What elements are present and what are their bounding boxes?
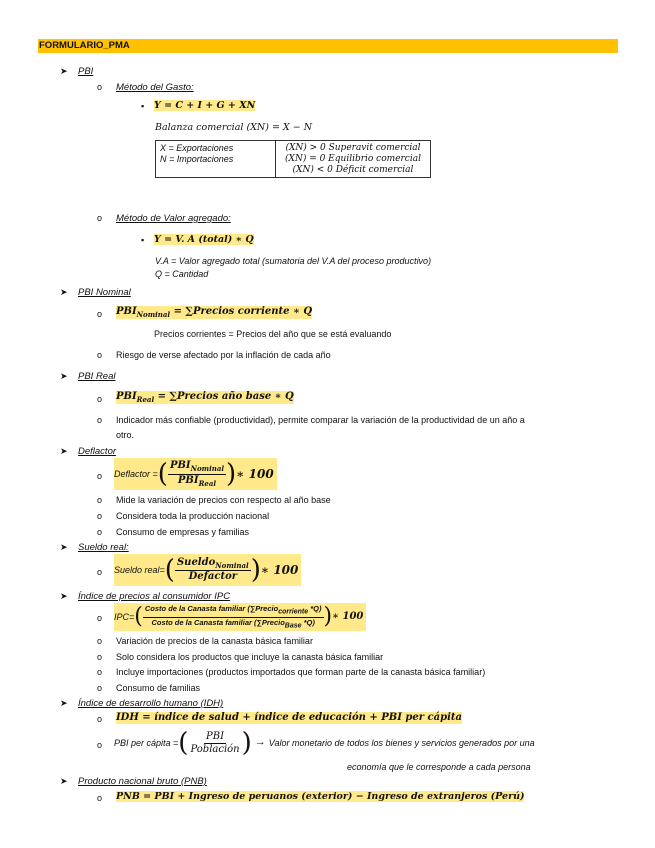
- formula-idh: IDH = índice de salud + índice de educación + PBI per cápita: [116, 712, 462, 723]
- ipc-bullet: Incluye importaciones (productos importados que forman parte de la canasta básica familiar): [116, 667, 486, 677]
- circle-bullet-icon: o: [97, 415, 103, 425]
- formula-subscript: Nominal: [136, 310, 171, 319]
- circle-bullet-icon: o: [97, 652, 103, 662]
- circle-bullet-icon: o: [97, 495, 103, 505]
- fraction-numerator: Costo de la Canasta familiar (∑Precio$_{corriente}$ *Q): [143, 604, 324, 618]
- circle-bullet-icon: o: [97, 714, 103, 724]
- deflactor-bullet: Mide la variación de precios con respecto al año base: [116, 495, 331, 505]
- paren-open: (: [157, 459, 168, 489]
- circle-bullet-icon: o: [97, 636, 103, 646]
- arrow-bullet-icon: ➤: [60, 66, 68, 76]
- formula-rhs: ∗ 100: [236, 466, 274, 481]
- section-heading-sueldo-real: Sueldo real:: [78, 542, 129, 553]
- arrow-bullet-icon: ➤: [60, 698, 68, 708]
- paren-close: ): [241, 728, 252, 758]
- table-cell: (XN) = 0 Equilibrio comercial: [285, 153, 421, 164]
- fraction-numerator: Sueldo$_{Nominal}$: [176, 556, 249, 570]
- formula-fraction: [143, 604, 324, 631]
- table-cell: X = Exportaciones: [160, 143, 234, 153]
- formula-fraction: [175, 557, 251, 583]
- formula-subscript: Nominal: [190, 464, 225, 474]
- circle-bullet-icon: o: [97, 471, 103, 481]
- table-cell: (XN) < 0 Déficit comercial: [292, 164, 414, 175]
- circle-bullet-icon: o: [97, 683, 103, 693]
- paren-close: ): [250, 555, 261, 585]
- fraction-denominator: Defactor: [188, 571, 238, 583]
- paren-open: (: [178, 728, 189, 758]
- section-heading-pnb: Producto nacional bruto (PNB): [78, 776, 207, 787]
- section-heading-deflactor: Deflactor: [78, 446, 117, 457]
- subheading-valor-agregado: Método de Valor agregado:: [116, 213, 231, 224]
- q-definition: Q = Cantidad: [155, 269, 209, 279]
- real-bullet-line2: otro.: [116, 430, 135, 440]
- circle-bullet-icon: o: [97, 613, 103, 623]
- formula-rest: = ∑Precios corriente ∗ Q: [173, 306, 313, 317]
- formula-gasto: Y = C + I + G + XN: [154, 100, 256, 111]
- fraction-numerator: PBI: [206, 730, 225, 742]
- deflactor-bullet: Consumo de empresas y familias: [116, 527, 250, 537]
- formula-lhs: IPC=: [114, 611, 135, 622]
- circle-bullet-icon: o: [97, 527, 103, 537]
- nominal-note: Precios corrientes = Precios del año que se está evaluando: [154, 329, 392, 339]
- paren-close: ): [323, 604, 333, 629]
- formula-balanza: Balanza comercial (XN) = X − N: [155, 122, 313, 133]
- section-heading-pbi-nominal: PBI Nominal: [78, 287, 131, 298]
- formula-fraction: [188, 731, 241, 756]
- circle-bullet-icon: o: [97, 667, 103, 677]
- subheading-metodo-gasto: Método del Gasto:: [116, 82, 194, 93]
- formula-subscript: Real: [198, 478, 217, 488]
- formula-subscript: Base: [284, 622, 302, 629]
- nominal-bullet: Riesgo de verse afectado por la inflación de cada año: [116, 350, 331, 360]
- formula-pbi-real: $PBI_{Real}$ = ∑Precios año base ∗ Q: [116, 391, 294, 404]
- formula-fraction: [168, 460, 226, 488]
- paren-open: (: [164, 555, 175, 585]
- arrow-bullet-icon: ➤: [60, 446, 68, 456]
- fraction-denominator: $PBI_{Real}$: [177, 474, 217, 488]
- circle-bullet-icon: o: [97, 567, 103, 577]
- formula-sueldo-real: [114, 554, 301, 586]
- paren-open: (: [134, 604, 143, 629]
- section-heading-idh: Índice de desarrollo humano (IDH): [78, 698, 224, 709]
- formula-ipc: [114, 603, 366, 631]
- fraction-denominator: Población: [190, 743, 240, 755]
- formula-rest: = ∑Precios año base ∗ Q: [157, 391, 294, 402]
- per-capita-description: Valor monetario de todos los bienes y servicios generados por una: [268, 737, 535, 748]
- deflactor-bullet: Considera toda la producción nacional: [116, 511, 270, 521]
- table-cell: N = Importaciones: [160, 153, 234, 164]
- formula-rhs: ∗ 100: [260, 562, 299, 577]
- arrow-bullet-icon: ➤: [60, 542, 68, 552]
- paren-close: ): [226, 459, 237, 489]
- table-cell: (XN) > 0 Superavit comercial: [285, 143, 421, 153]
- formula-va: Y = V. A (total) ∗ Q: [154, 234, 254, 245]
- formula-subscript: Real: [136, 395, 155, 404]
- circle-bullet-icon: o: [97, 793, 103, 803]
- ipc-bullet: Solo considera los productos que incluye la canasta básica familiar: [116, 652, 384, 662]
- formula-rhs: ∗ 100: [332, 611, 364, 622]
- formula-pbi-per-capita: [114, 727, 535, 759]
- formula-pnb: PNB = PBI + Ingreso de peruanos (exterior) − Ingreso de extranjeros (Perú): [116, 791, 525, 802]
- arrow-bullet-icon: ➤: [60, 371, 68, 381]
- circle-bullet-icon: o: [97, 350, 103, 360]
- formula-subscript: Nominal: [215, 560, 249, 570]
- right-arrow-icon: →: [254, 736, 266, 749]
- square-bullet-icon: ▪: [141, 235, 145, 245]
- ipc-bullet: Variación de precios de la canasta básica familiar: [116, 636, 313, 646]
- numerator-text: Costo de la Canasta familiar: [144, 603, 248, 613]
- square-bullet-icon: ▪: [141, 101, 145, 111]
- formula-pbi-nominal: $PBI_{Nominal}$ = ∑Precios corriente ∗ Q: [116, 306, 313, 319]
- circle-bullet-icon: o: [97, 511, 103, 521]
- formula-lhs: Sueldo real=: [114, 564, 165, 575]
- arrow-bullet-icon: ➤: [60, 776, 68, 786]
- document-title: FORMULARIO_PMA: [38, 39, 618, 53]
- balanza-table: [155, 140, 431, 178]
- arrow-bullet-icon: ➤: [60, 287, 68, 297]
- fraction-denominator: Costo de la Canasta familiar (∑Precio$_{Base}$ *Q): [151, 617, 315, 629]
- real-bullet-line1: Indicador más confiable (productividad), permite comparar la variación de la productividad de un año a: [116, 415, 525, 425]
- per-capita-description-line2: economía que le corresponde a cada persona: [347, 762, 531, 772]
- arrow-bullet-icon: ➤: [60, 591, 68, 601]
- circle-bullet-icon: o: [97, 309, 103, 319]
- fraction-numerator: $PBI_{Nominal}$: [169, 460, 225, 474]
- formula-subscript: corriente: [278, 608, 309, 616]
- formula-lhs: PBI per cápita =: [114, 737, 179, 748]
- ipc-bullet: Consumo de familias: [116, 683, 201, 693]
- formula-lhs: Deflactor =: [114, 468, 158, 479]
- va-definition: V.A = Valor agregado total (sumatoria del V.A del proceso productivo): [155, 256, 432, 266]
- circle-bullet-icon: o: [97, 213, 103, 223]
- denominator-text: Costo de la Canasta familiar: [151, 617, 255, 627]
- section-heading-ipc: Índice de precios al consumidor IPC: [78, 591, 231, 602]
- formula-deflactor: [114, 458, 277, 490]
- circle-bullet-icon: o: [97, 394, 103, 404]
- section-heading-pbi: PBI: [78, 66, 94, 77]
- circle-bullet-icon: o: [97, 82, 103, 92]
- section-heading-pbi-real: PBI Real: [78, 371, 116, 382]
- circle-bullet-icon: o: [97, 740, 103, 750]
